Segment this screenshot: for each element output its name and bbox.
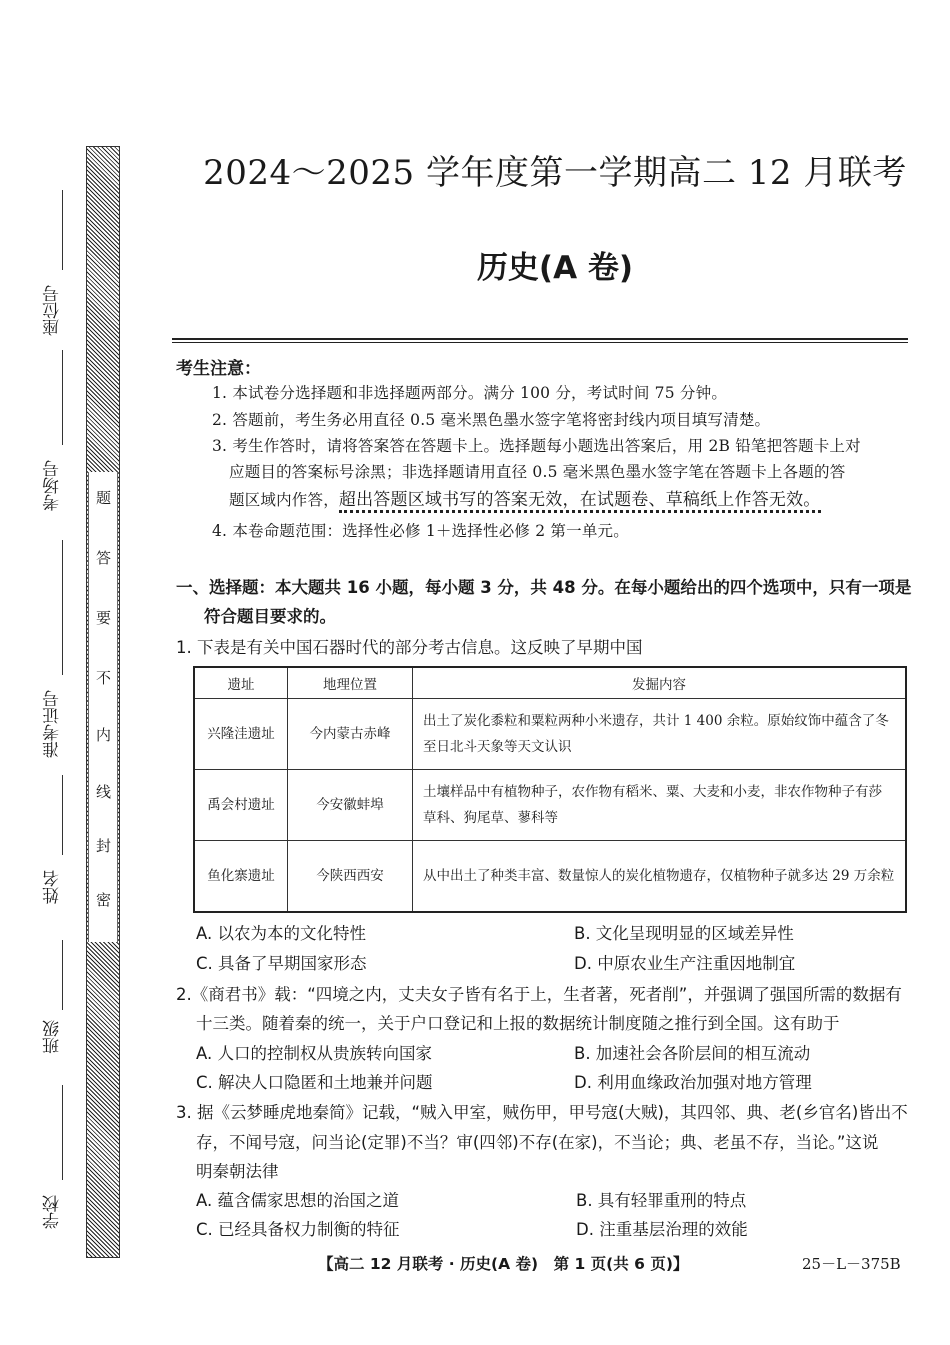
- section-1-heading-cont: 符合题目要求的。: [204, 607, 336, 626]
- table-cell: 从中出土了种类丰富、数量惊人的炭化植物遗存，仅植物种子就多达 29 万余粒: [413, 841, 907, 913]
- section-1-heading: 一、选择题：本大题共 16 小题，每小题 3 分，共 48 分。在每小题给出的四个选项中，只有一项是: [176, 578, 912, 597]
- table-cell: 今安徽蚌埠: [288, 770, 413, 841]
- notice-emphasis: 超出答题区域书写的答案无效，在试题卷、草稿纸上作答无效。: [339, 490, 821, 513]
- q1-table: [193, 666, 907, 913]
- q2-option-b[interactable]: B. 加速社会各阶层间的相互流动: [574, 1044, 811, 1063]
- table-cell: 兴隆洼遗址: [194, 699, 288, 770]
- class-line[interactable]: [62, 940, 63, 1010]
- name-label: 姓名: [43, 870, 63, 904]
- q2-stem-cont: 十三类。随着秦的统一，关于户口登记和上报的数据统计制度随之推行到全国。这有助于: [196, 1014, 840, 1033]
- admission-number-line[interactable]: [62, 540, 63, 675]
- admission-number-label: 准考证号: [43, 690, 63, 758]
- notice-item-3-end-text: 题区域内作答，: [229, 491, 339, 509]
- notice-heading: 考生注意：: [176, 359, 261, 379]
- header-rule: [172, 338, 908, 340]
- table-row: [194, 770, 906, 841]
- seal-char: 线: [94, 784, 112, 799]
- q2-option-c[interactable]: C. 解决人口隐匿和土地兼并问题: [196, 1073, 433, 1092]
- q3-option-b[interactable]: B. 具有轻罪重刑的特点: [576, 1191, 747, 1210]
- q1-option-b[interactable]: B. 文化呈现明显的区域差异性: [574, 924, 794, 943]
- q3-option-c[interactable]: C. 已经具备权力制衡的特征: [196, 1220, 400, 1239]
- table-cell: 出土了炭化黍粒和粟粒两种小米遗存，共计 1 400 余粒。原始纹饰中蕴含了冬至日北斗天象等天文认识: [413, 699, 907, 770]
- q1-option-a[interactable]: A. 以农为本的文化特性: [196, 924, 366, 943]
- table-cell: 鱼化寨遗址: [194, 841, 288, 913]
- q3-stem: 3. 据《云梦睡虎地秦简》记载，“贼入甲室，贼伤甲，甲号寇(大贼)，其四邻、典、老(乡官名)皆出不: [176, 1103, 908, 1122]
- paper-code: 25－L－375B: [802, 1255, 901, 1273]
- notice-item-2: 2. 答题前，考生务必用直径 0.5 毫米黑色墨水签字笔将密封线内项目填写清楚。: [212, 411, 771, 429]
- header-rule-thin: [172, 342, 908, 343]
- seal-char: 不: [94, 670, 112, 685]
- exam-subtitle: 历史(A 卷): [476, 250, 634, 286]
- seal-char: 要: [94, 610, 112, 625]
- table-header-row: [194, 667, 906, 699]
- q1-stem: 1. 下表是有关中国石器时代的部分考古信息。这反映了早期中国: [176, 638, 643, 657]
- table-cell: 禹会村遗址: [194, 770, 288, 841]
- seal-line-box: [88, 472, 118, 942]
- table-cell: 土壤样品中有植物种子，农作物有稻米、粟、大麦和小麦，非农作物种子有莎草科、狗尾草、蓼科等: [413, 770, 907, 841]
- q1-option-d[interactable]: D. 中原农业生产注重因地制宜: [574, 954, 796, 973]
- q1-option-c[interactable]: C. 具备了早期国家形态: [196, 954, 367, 973]
- page-footer: 【高二 12 月联考 · 历史(A 卷) 第 1 页(共 6 页)】: [318, 1255, 689, 1273]
- table-cell: 今内蒙古赤峰: [288, 699, 413, 770]
- q3-option-d[interactable]: D. 注重基层治理的效能: [576, 1220, 748, 1239]
- exam-room-label: 考场号: [43, 460, 63, 511]
- school-line[interactable]: [62, 1085, 63, 1180]
- q3-stem-end: 明秦朝法律: [196, 1162, 279, 1181]
- seal-char: 密: [94, 892, 112, 907]
- notice-item-1: 1. 本试卷分选择题和非选择题两部分。满分 100 分，考试时间 75 分钟。: [212, 384, 728, 402]
- q2-stem: 2.《商君书》载：“四境之内，丈夫女子皆有名于上，生者著，死者削”，并强调了强国所需的数据有: [176, 985, 902, 1004]
- notice-item-4: 4. 本卷命题范围：选择性必修 1＋选择性必修 2 第一单元。: [212, 522, 629, 540]
- exam-title: 2024～2025 学年度第一学期高二 12 月联考: [203, 153, 907, 193]
- table-header-location: 地理位置: [288, 667, 413, 699]
- seal-char: 答: [94, 550, 112, 565]
- seal-char: 题: [94, 490, 112, 505]
- exam-room-line[interactable]: [62, 350, 63, 445]
- school-label: 学校: [43, 1195, 63, 1229]
- q3-option-a[interactable]: A. 蕴含儒家思想的治国之道: [196, 1191, 399, 1210]
- table-cell: 今陕西西安: [288, 841, 413, 913]
- class-label: 班级: [43, 1020, 63, 1054]
- seal-char: 封: [94, 838, 112, 853]
- q2-option-d[interactable]: D. 利用血缘政治加强对地方管理: [574, 1073, 812, 1092]
- table-row: [194, 841, 906, 913]
- table-row: [194, 699, 906, 770]
- q2-option-a[interactable]: A. 人口的控制权从贵族转向国家: [196, 1044, 432, 1063]
- seal-char: 内: [94, 727, 112, 742]
- table-header-site: 遗址: [194, 667, 288, 699]
- q3-stem-cont: 存，不闻号寇，问当论(定罪)不当？审(四邻)不存(在家)，不当论；典、老虽不存，当论。”这说: [196, 1133, 879, 1152]
- notice-item-3: 3. 考生作答时，请将答案答在答题卡上。选择题每小题选出答案后，用 2B 铅笔把答题卡上对: [212, 437, 861, 455]
- name-line[interactable]: [62, 775, 63, 855]
- notice-item-3-cont: 应题目的答案标号涂黑；非选择题请用直径 0.5 毫米黑色墨水签字笔在答题卡上各题的答: [229, 463, 846, 481]
- notice-item-3-end: [229, 485, 821, 510]
- seat-number-label: 座位号: [43, 285, 63, 336]
- table-header-content: 发掘内容: [413, 667, 907, 699]
